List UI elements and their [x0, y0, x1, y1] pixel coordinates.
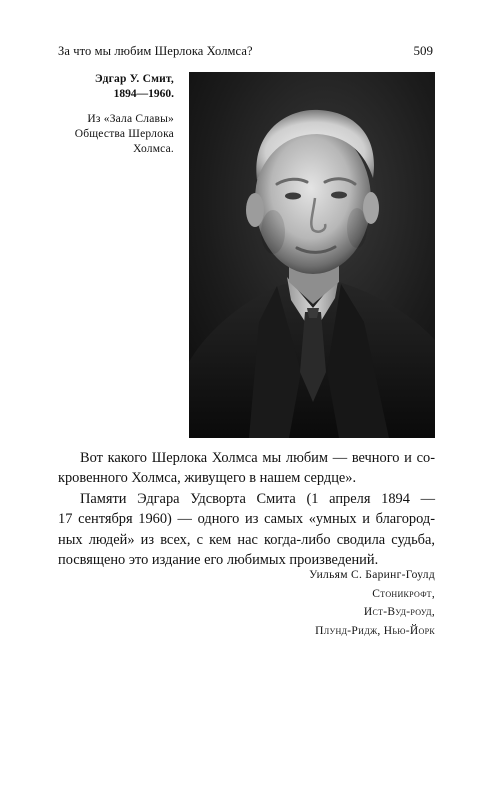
photo-caption: [58, 72, 174, 157]
paragraph: [58, 448, 435, 489]
running-head: За что мы любим Шерлока Холмса?: [58, 44, 253, 58]
text-line: кровенного Холмса, живущего в нашем сердце».: [58, 470, 357, 487]
caption-source-line: Холмса.: [133, 143, 174, 155]
caption-source-line: Общества Шерлока: [74, 128, 174, 140]
text-line: Памяти Эдгара Удсворта Смита (1 апреля 1894 —: [80, 490, 435, 507]
signature-address-line: Стоникрофт,: [372, 587, 435, 600]
caption-dates: 1894—1960.: [113, 88, 174, 100]
text-line: ных людей» из всех, с кем нас когда-либо сводила судьба,: [58, 531, 435, 548]
text-line: Вот какого Шерлока Холмса мы любим — вечного и со-: [80, 450, 435, 466]
portrait-image: [189, 72, 435, 438]
signature-block: [309, 566, 435, 640]
signature-address-line: Плунд-Ридж, Нью-Йорк: [315, 624, 435, 637]
signature-address-line: Ист-Вуд-роуд,: [363, 606, 435, 618]
caption-source-line: Из «Зала Славы»: [87, 113, 174, 125]
caption-source: [58, 112, 174, 157]
body-text: [58, 448, 435, 570]
signature-author: Уильям С. Баринг-Гоулд: [309, 569, 435, 581]
text-line: 17 сентября 1960) — одного из самых «умных и благород-: [58, 511, 435, 528]
caption-name: Эдгар У. Смит,: [94, 73, 174, 85]
portrait-photo: [189, 72, 435, 438]
text-line: посвящено это издание его любимых произведений.: [58, 552, 379, 569]
paragraph: [58, 489, 435, 571]
page-number: 509: [413, 43, 433, 58]
